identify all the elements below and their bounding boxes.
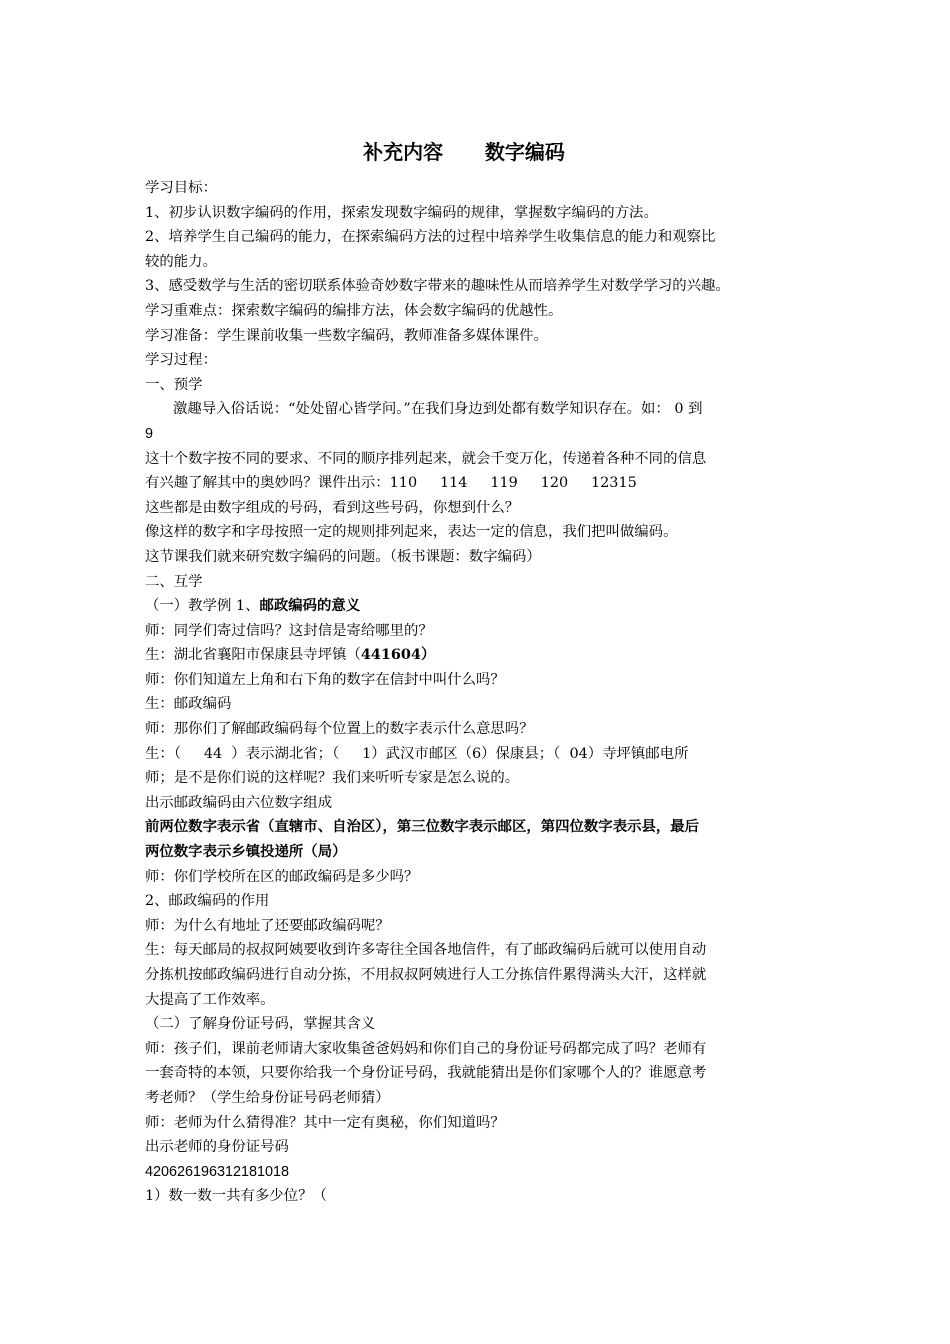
text-line: 生：（ 44 ）表示湖北省；（ 1）武汉市邮区（6）保康县；（ 04）寺坪镇邮电所 xyxy=(145,745,689,762)
bold-text-line: 前两位数字表示省（直辖市、自治区），第三位数字表示邮区，第四位数字表示县，最后 xyxy=(145,818,700,836)
subsection-heading xyxy=(145,594,815,619)
text-line: 1、初步认识数字编码的作用，探索发现数字编码的规律，掌握数字编码的方法。 xyxy=(145,204,658,221)
text-line: 2、培养学生自己编码的能力，在探索编码方法的过程中培养学生收集信息的能力和观察比 xyxy=(145,229,716,246)
section-heading: 二、互学 xyxy=(145,573,203,590)
text-line: 这十个数字按不同的要求、不同的顺序排列起来，就会千变万化，传递着各种不同的信息 xyxy=(145,450,707,467)
text-line: 学习重难点：探索数字编码的编排方法，体会数字编码的优越性。 xyxy=(145,302,563,319)
page-title: 补充内容 数字编码 xyxy=(363,140,565,164)
text-line: 师：你们知道左上角和右下角的数字在信封中叫什么吗？ xyxy=(145,671,505,688)
text-line: 有兴趣了解其中的奥妙吗？课件出示：110 114 119 120 12315 xyxy=(145,475,637,492)
text-line: 师：孩子们，课前老师请大家收集爸爸妈妈和你们自己的身份证号码都完成了吗？老师有 xyxy=(145,1040,707,1057)
document-body xyxy=(145,176,815,1209)
text-line: 师：你们学校所在区的邮政编码是多少吗？ xyxy=(145,868,419,885)
text-line: 3、感受数学与生活的密切联系体验奇妙数字带来的趣味性从而培养学生对数学学习的兴趣。 xyxy=(145,278,730,295)
text-line: 师：那你们了解邮政编码每个位置上的数字表示什么意思吗？ xyxy=(145,721,534,738)
id-number: 420626196312181018 xyxy=(145,1163,290,1180)
text-line xyxy=(145,643,815,668)
section-heading: 一、预学 xyxy=(145,376,203,393)
text-line: 出示老师的身份证号码 xyxy=(145,1139,289,1156)
text-line: 9 xyxy=(145,425,154,442)
text-line: 师；是不是你们说的这样呢？我们来听听专家是怎么说的。 xyxy=(145,770,520,787)
text-line: 激趣导入俗话说：“处处留心皆学问。”在我们身边到处都有数学知识存在。如： 0 到 xyxy=(173,401,703,418)
text-line: 较的能力。 xyxy=(145,253,217,270)
text-line: 生：邮政编码 xyxy=(145,696,232,713)
text-line: 这节课我们就来研究数字编码的问题。（板书课题：数字编码） xyxy=(145,548,541,565)
text-line: 一套奇特的本领，只要你给我一个身份证号码，我就能猜出是你们家哪个人的？谁愿意考 xyxy=(145,1065,707,1082)
text-line: 学习目标： xyxy=(145,180,217,196)
text-span: （一）教学例 1、 xyxy=(145,598,260,615)
text-line: 这些都是由数字组成的号码，看到这些号码，你想到什么？ xyxy=(145,499,520,516)
text-line: 师：同学们寄过信吗？这封信是寄给哪里的？ xyxy=(145,622,433,639)
bold-text: 邮政编码的意义 xyxy=(259,597,361,615)
text-line: 生：每天邮局的叔叔阿姨要收到许多寄往全国各地信件，有了邮政编码后就可以使用自动 xyxy=(145,942,707,959)
text-line: 像这样的数字和字母按照一定的规则排列起来，表达一定的信息，我们把叫做编码。 xyxy=(145,524,678,541)
text-line: 师：为什么有地址了还要邮政编码呢？ xyxy=(145,917,390,934)
bold-text: 441604） xyxy=(360,646,436,664)
subsection-heading: （二）了解身份证号码，掌握其含义 xyxy=(145,1016,376,1033)
text-line: 学习准备：学生课前收集一些数字编码，教师准备多媒体课件。 xyxy=(145,327,548,344)
text-line: 考老师？（学生给身份证号码老师猜） xyxy=(145,1089,390,1106)
subsection-heading: 2、邮政编码的作用 xyxy=(145,893,270,910)
text-line: 大提高了工作效率。 xyxy=(145,991,275,1008)
text-line: 师：老师为什么猜得准？其中一定有奥秘，你们知道吗？ xyxy=(145,1114,505,1131)
text-line: 学习过程： xyxy=(145,352,217,369)
bold-text-line: 两位数字表示乡镇投递所（局） xyxy=(145,843,347,861)
text-line: 1）数一数一共有多少位？（ xyxy=(145,1188,327,1205)
text-line: 分拣机按邮政编码进行自动分拣，不用叔叔阿姨进行人工分拣信件累得满头大汗，这样就 xyxy=(145,967,707,983)
text-span: 生：湖北省襄阳市保康县寺坪镇（ xyxy=(145,647,361,664)
text-line: 出示邮政编码由六位数字组成 xyxy=(145,794,333,811)
